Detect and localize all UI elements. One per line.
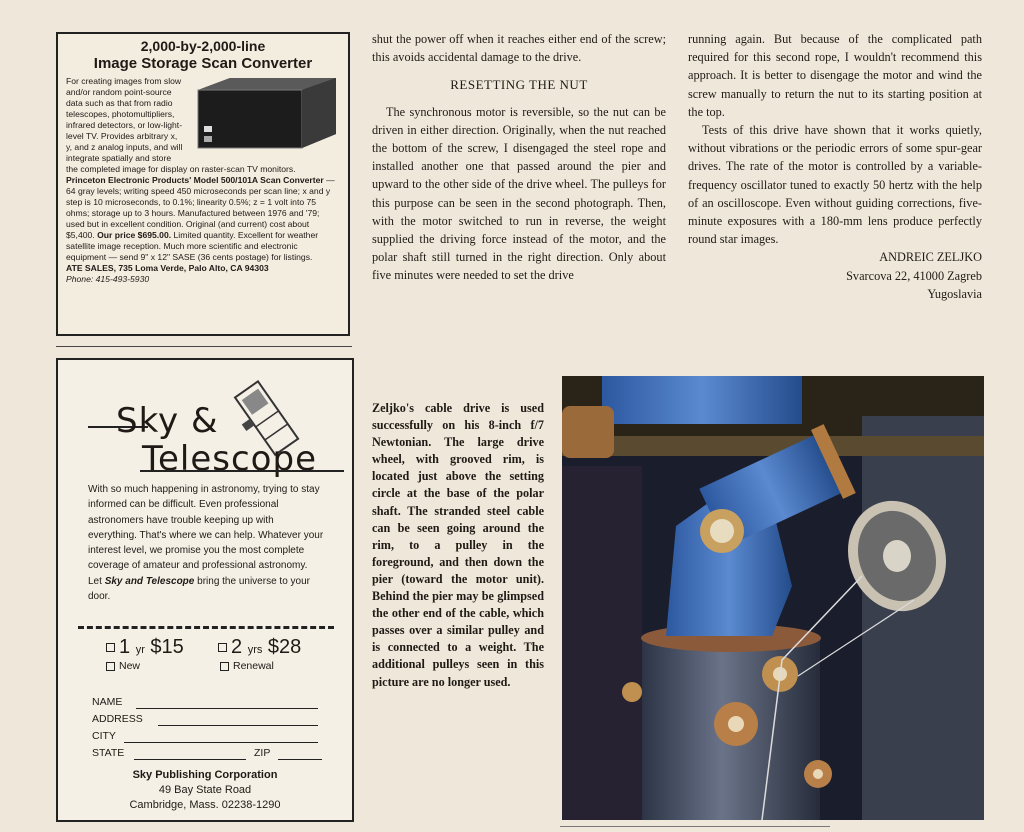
logo-text-telescope: Telescope bbox=[142, 439, 317, 479]
city-row bbox=[92, 730, 116, 744]
coupon-cut-line bbox=[78, 626, 334, 629]
author-name: ANDREIC ZELJKO bbox=[879, 250, 982, 265]
blurb-text: With so much happening in astronomy, trying to stay informed can be difficult. Even professional astronomers have trouble keeping up with everything. That's where we can help. Whatever your interest level, we promise you the most complete coverage of amateur and professional astronomy. Let bbox=[88, 484, 324, 587]
renewal-label: Renewal bbox=[233, 660, 274, 672]
author-country: Yugoslavia bbox=[927, 286, 982, 301]
logo-text-sky: Sky & bbox=[116, 401, 219, 441]
zip-row bbox=[254, 747, 270, 761]
option-2-years[interactable] bbox=[218, 636, 301, 661]
column-1-body: The synchronous motor is reversible, so the nut can be driven in either direction. Originally, when the nut reached the bottom of the screw, I disengaged the steel rope and installed another one that passed around the pier and upward to the other side of the drive wheel. The pulleys for this purpose can be seen in the second photograph. Then, with the motor switched to run in reverse, the weight supplied the driving force instead of the motor, and the polar shaft still turned in the right direction. Only about five minutes were needed to set the drive bbox=[372, 104, 666, 283]
name-field[interactable] bbox=[136, 698, 318, 709]
checkbox-new[interactable] bbox=[106, 662, 115, 671]
publisher-block bbox=[58, 768, 352, 813]
name-row bbox=[92, 696, 122, 710]
section-heading: RESETTING THE NUT bbox=[450, 77, 588, 93]
ad-specs: — 64 gray levels; writing speed 450 microseconds per scan line; x and y step is 10 microseconds, to 0.1%; linearity 0.5%; z = 1 volt into 75 ohms; storage up to 3 hours. Manufactured between 1976 and '79; used but in excellent condition. Original (and current) cost about $5,400. bbox=[66, 175, 335, 240]
option-1-price: $15 bbox=[150, 636, 184, 658]
address-row bbox=[92, 713, 143, 727]
sky-telescope-ad bbox=[56, 358, 354, 822]
ad-specs-extra: Limited quantity. Excellent for weather satellite image reception. Much more scientific and electronic equipment — send 9" x 12" SASE (36 cents postage) for listings. bbox=[66, 230, 319, 262]
city-label: CITY bbox=[92, 730, 116, 742]
column-2-para-1: running again. But because of the complicated path required for this second rope, I wouldn't recommend this approach. It is better to disengage the motor and wind the screw manually to return the nut to its starting position at the top. bbox=[688, 32, 982, 119]
name-label: NAME bbox=[92, 696, 123, 708]
article-column-2 bbox=[688, 30, 982, 303]
scan-converter-ad bbox=[56, 32, 350, 336]
state-field[interactable] bbox=[134, 749, 246, 760]
logo-underline bbox=[140, 470, 344, 472]
new-option[interactable] bbox=[106, 660, 140, 672]
sky-telescope-logo bbox=[80, 378, 340, 488]
option-2-number: 2 bbox=[231, 636, 243, 658]
option-2-unit: yrs bbox=[247, 644, 263, 656]
blurb-magazine-name: Sky and Telescope bbox=[104, 575, 195, 587]
address-label: ADDRESS bbox=[92, 713, 143, 725]
publisher-name: Sky Publishing Corporation bbox=[132, 769, 278, 781]
ad-title-line1: 2,000-by-2,000-line bbox=[140, 38, 266, 54]
option-2-price: $28 bbox=[267, 636, 302, 658]
ad-address: ATE SALES, 735 Loma Verde, Palo Alto, CA 94303 bbox=[66, 263, 269, 273]
divider bbox=[560, 826, 830, 827]
option-1-number: 1 bbox=[119, 636, 131, 658]
option-1-year[interactable] bbox=[106, 636, 184, 661]
checkbox-renewal[interactable] bbox=[220, 662, 229, 671]
ad-maker: Princeton Electronic Products' Model 500/101A Scan Converter bbox=[66, 175, 324, 185]
address-field[interactable] bbox=[158, 715, 318, 726]
ad-price: Our price $695.00. bbox=[97, 230, 172, 240]
ad-description: For creating images from slow and/or random point-source data such as that from radio telescopes, photomultipliers, infrared detectors, or low-light-level TV. Provides arbitrary x, y, and z analog inputs, and will integrate spatially and store the completed image for display on raster-scan TV monitors. bbox=[66, 76, 296, 174]
checkbox-2-years[interactable] bbox=[218, 643, 227, 652]
blurb-end: bring the universe to your door. bbox=[88, 575, 310, 603]
zip-label: ZIP bbox=[254, 747, 271, 759]
telescope-mount-photo bbox=[562, 376, 984, 820]
renewal-option[interactable] bbox=[220, 660, 274, 672]
zip-field[interactable] bbox=[278, 749, 322, 760]
publisher-city: Cambridge, Mass. 02238-1290 bbox=[129, 799, 281, 811]
divider bbox=[56, 346, 352, 347]
checkbox-1-year[interactable] bbox=[106, 643, 115, 652]
ad-phone: Phone: 415-493-5930 bbox=[66, 274, 150, 284]
column-2-para-2: Tests of this drive have shown that it works quietly, without vibrations or the periodic errors of some spur-gear drives. The rate of the motor is controlled by a variable-frequency oscillator tuned to exactly 50 hertz with the help of an oscilloscope. Even without guiding corrections, five-minute exposures with a 180-mm lens produce perfectly round star images. bbox=[688, 123, 982, 247]
state-label: STATE bbox=[92, 747, 125, 759]
ad-blurb bbox=[88, 482, 324, 604]
author-address: Svarcova 22, 41000 Zagreb bbox=[846, 268, 982, 283]
photo-caption: Zeljko's cable drive is used successfully on his 8-inch f/7 Newtonian. The large drive wheel, with grooved rim, is located just above the setting circle at the base of the polar shaft. The stranded steel cable can be seen going around the rim, to a pulley in the foreground, and then down the pier (toward the motor unit). Behind the pier may be glimpsed the other end of the cable, which passes over a similar pulley and is connected to a weight. The additional pulleys seen in this picture are no longer used. bbox=[372, 401, 544, 689]
publisher-street: 49 Bay State Road bbox=[158, 784, 252, 796]
scan-converter-device-image bbox=[190, 76, 340, 152]
city-field[interactable] bbox=[124, 732, 318, 743]
option-1-unit: yr bbox=[135, 644, 145, 656]
article-column-1 bbox=[372, 30, 666, 285]
ad-title-line2: Image Storage Scan Converter bbox=[93, 55, 313, 72]
new-label: New bbox=[119, 660, 141, 672]
state-row bbox=[92, 747, 124, 761]
column-1-intro: shut the power off when it reaches either end of the screw; this avoids accidental damage to the drive. bbox=[372, 32, 666, 65]
